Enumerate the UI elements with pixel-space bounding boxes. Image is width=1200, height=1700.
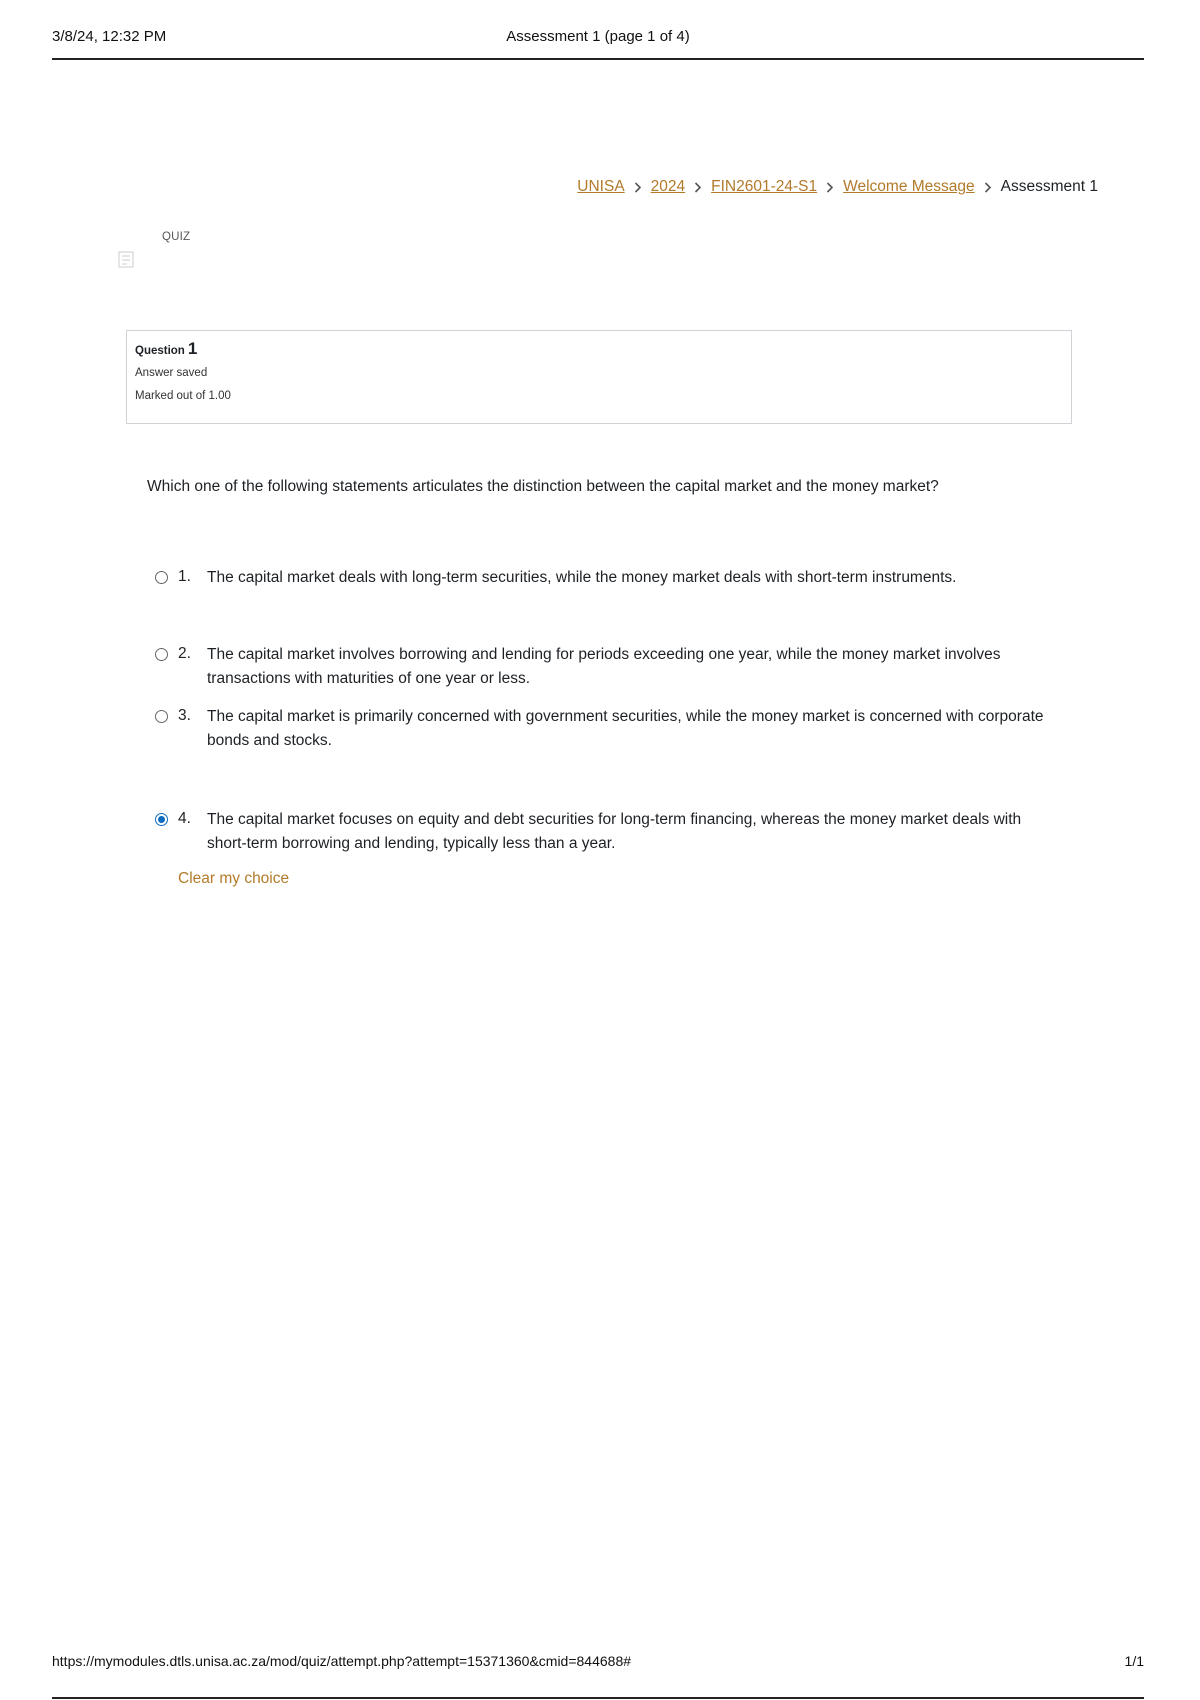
answer-radio-3[interactable] (155, 710, 168, 723)
answer-option-1[interactable] (155, 568, 1045, 590)
print-page-title: Assessment 1 (page 1 of 4) (506, 28, 690, 45)
question-grade: Marked out of 1.00 (135, 390, 231, 402)
quiz-icon (118, 250, 138, 270)
chevron-right-icon (826, 182, 834, 193)
answer-radio-4[interactable] (155, 813, 168, 826)
breadcrumb-item-unisa[interactable]: UNISA (577, 178, 625, 195)
question-text: Which one of the following statements articulates the distinction between the capital market and the money market? (147, 478, 939, 495)
chevron-right-icon (984, 182, 992, 193)
answer-text-2[interactable]: The capital market involves borrowing and lending for periods exceeding one year, while the money market involves transactions with maturities of one year or less. (207, 646, 1001, 687)
question-state: Answer saved (135, 367, 208, 379)
breadcrumb-item-section[interactable]: Welcome Message (843, 178, 975, 195)
print-footer (52, 1651, 1144, 1699)
breadcrumb-item-course[interactable]: FIN2601-24-S1 (711, 178, 818, 195)
answer-text-4[interactable]: The capital market focuses on equity and debt securities for long-term financing, whereas the money market deals with short-term borrowing and lending, typically less than a year. (207, 811, 1022, 852)
answer-number-4: 4. (178, 810, 191, 827)
activity-type-label: QUIZ (162, 231, 191, 243)
answer-text-1[interactable]: The capital market deals with long-term securities, while the money market deals with short-term instruments. (207, 569, 957, 586)
clear-choice-link[interactable]: Clear my choice (178, 870, 290, 887)
chevron-right-icon (634, 182, 642, 193)
question-label: Question (135, 345, 185, 357)
answer-option-3[interactable] (155, 707, 1045, 753)
answer-number-3: 3. (178, 707, 191, 724)
print-url: https://mymodules.dtls.unisa.ac.za/mod/quiz/attempt.php?attempt=15371360&cmid=844688# (52, 1653, 632, 1669)
print-page-number: 1/1 (1124, 1653, 1144, 1669)
answer-radio-2[interactable] (155, 648, 168, 661)
print-header (52, 26, 1144, 60)
question-info (126, 330, 1072, 424)
chevron-right-icon (694, 182, 702, 193)
breadcrumb-current: Assessment 1 (1000, 178, 1098, 195)
question-number-value: 1 (187, 339, 198, 358)
print-datetime: 3/8/24, 12:32 PM (52, 28, 167, 45)
breadcrumb (577, 178, 1098, 196)
answer-option-2[interactable] (155, 645, 1045, 691)
answer-number-2: 2. (178, 645, 191, 662)
question-number (135, 339, 1063, 359)
answer-number-1: 1. (178, 568, 191, 585)
breadcrumb-item-year[interactable]: 2024 (650, 178, 686, 195)
answer-text-3[interactable]: The capital market is primarily concerned with government securities, while the money market is concerned with corporate bonds and stocks. (207, 708, 1044, 749)
answer-radio-1[interactable] (155, 571, 168, 584)
answer-option-4[interactable] (155, 810, 1045, 856)
